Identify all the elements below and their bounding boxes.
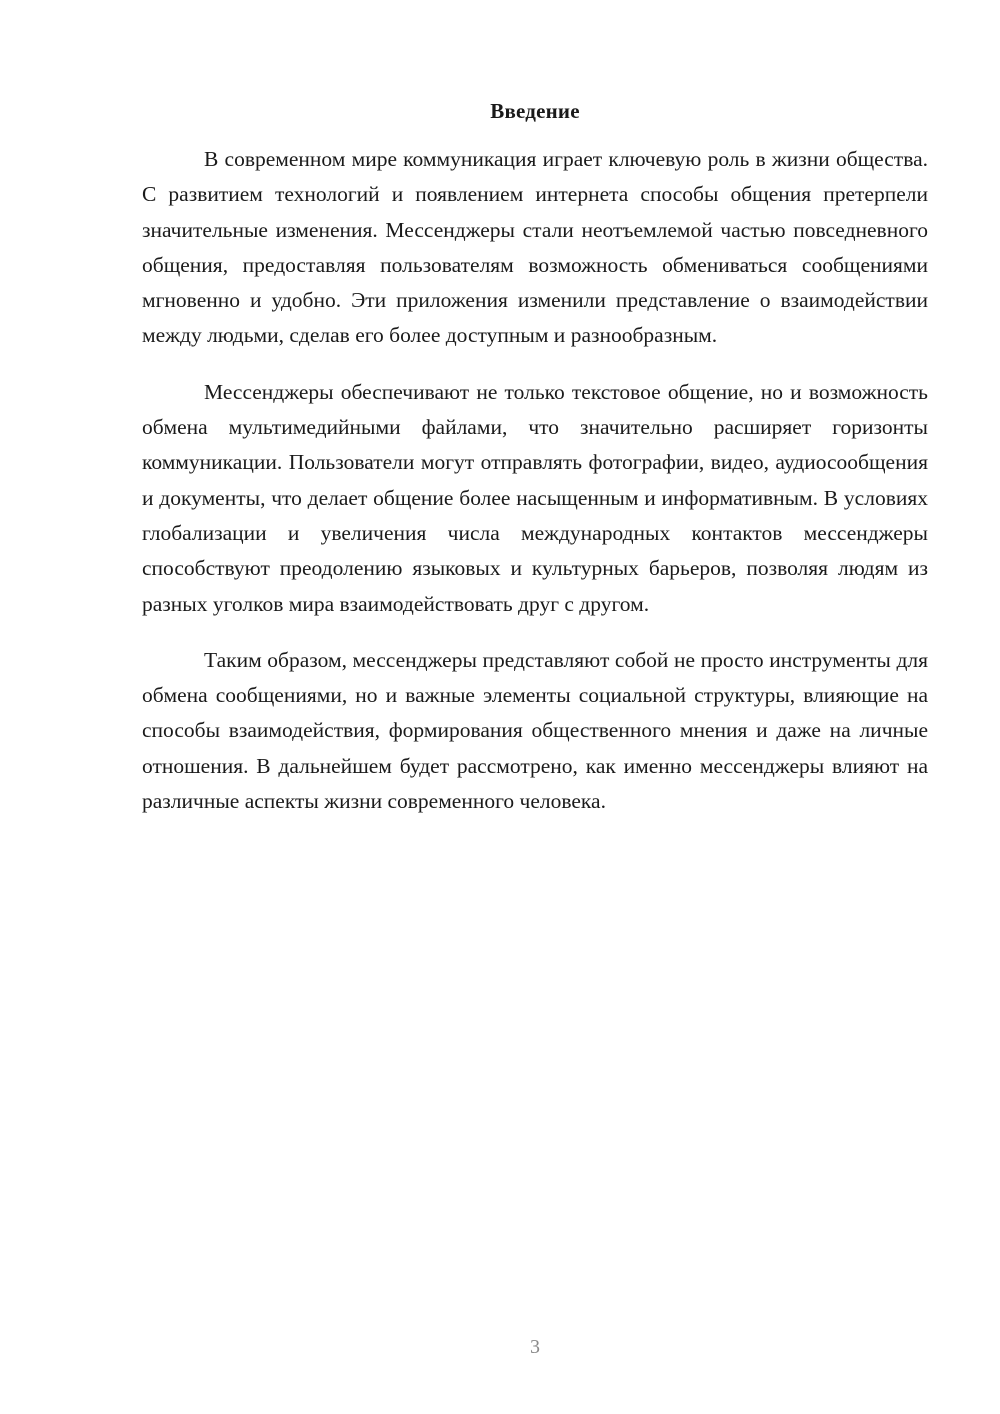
document-body (142, 142, 928, 840)
section-title: Введение (490, 99, 580, 123)
paragraph-1: В современном мире коммуникация играет ключевую роль в жизни общества. С развитием технологий и появлением интернета способы общения претерпели значительные изменения. Мессенджеры стали неотъемлемой частью повседневного общения, предоставляя пользователям возможность обмениваться сообщениями мгновенно и удобно. Эти приложения изменили представление о взаимодействии между людьми, сделав его более доступным и разнообразным. (142, 147, 928, 348)
page-number: 3 (530, 1336, 540, 1358)
paragraph-2: Мессенджеры обеспечивают не только текстовое общение, но и возможность обмена мультимедийными файлами, что значительно расширяет горизонты коммуникации. Пользователи могут отправлять фотографии, видео, аудиосообщения и документы, что делает общение более насыщенным и информативным. В условиях глобализации и увеличения числа международных контактов мессенджеры способствуют преодолению языковых и культурных барьеров, позволяя людям из разных уголков мира взаимодействовать друг с другом. (142, 379, 928, 616)
paragraph-3: Таким образом, мессенджеры представляют собой не просто инструменты для обмена сообщениями, но и важные элементы социальной структуры, влияющие на способы взаимодействия, формирования общественного мнения и даже на личные отношения. В дальнейшем будет рассмотрено, как именно мессенджеры влияют на различные аспекты жизни современного человека. (142, 647, 928, 814)
